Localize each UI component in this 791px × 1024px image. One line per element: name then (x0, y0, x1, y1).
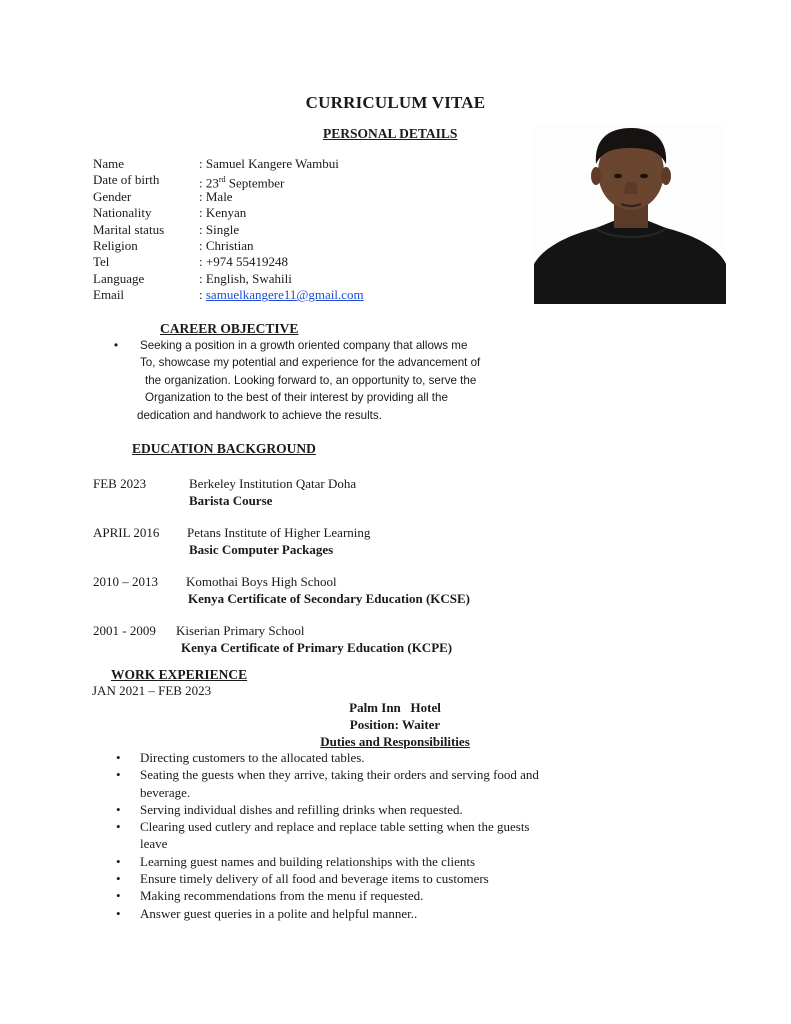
profile-photo (534, 124, 726, 304)
detail-label: Gender (93, 188, 132, 204)
document-title: CURRICULUM VITAE (305, 93, 486, 112)
detail-value: : English, Swahili (199, 270, 292, 286)
bullet: • (116, 819, 121, 835)
detail-row-gender (93, 189, 364, 205)
duties-heading: Duties and Responsibilities (320, 734, 470, 749)
detail-label: Date of birth (93, 172, 160, 188)
bullet: • (116, 871, 121, 887)
objective-line: Seeking a position in a growth oriented company that allows me (140, 339, 468, 352)
duties-list (114, 749, 544, 922)
duty-text: Answer guest queries in a polite and helpful manner.. (140, 905, 418, 921)
detail-label: Language (93, 270, 145, 286)
detail-value: : Male (199, 188, 233, 204)
detail-label: Name (93, 156, 125, 171)
detail-value: : Kenyan (199, 205, 247, 221)
career-objective-heading: CAREER OBJECTIVE (160, 321, 299, 336)
education-institution: Petans Institute of Higher Learning (187, 525, 371, 540)
bullet: • (116, 888, 121, 904)
list-item (114, 887, 544, 904)
detail-label: Email (93, 287, 125, 303)
personal-details (93, 156, 364, 304)
education-heading: EDUCATION BACKGROUND (132, 441, 316, 456)
employer-name: Palm Inn Hotel (349, 700, 441, 715)
bullet: • (116, 767, 121, 783)
detail-value: : 23rd September (199, 175, 285, 191)
list-item (114, 818, 544, 853)
list-item (114, 853, 544, 870)
objective-line: dedication and handwork to achieve the results. (137, 408, 382, 422)
work-experience-heading: WORK EXPERIENCE (111, 667, 248, 682)
detail-row-name (93, 156, 364, 172)
bullet: • (116, 801, 121, 817)
ordinal-suffix: rd (218, 175, 226, 185)
education-date: 2001 - 2009 (93, 623, 156, 638)
duty-text: Directing customers to the allocated tables. (140, 750, 365, 765)
duty-text: Serving individual dishes and refilling drinks when requested. (140, 801, 463, 817)
detail-label: Religion (93, 237, 138, 253)
education-institution: Komothai Boys High School (186, 574, 337, 589)
education-qualification: Basic Computer Packages (189, 542, 334, 557)
detail-value: : Christian (199, 237, 254, 253)
email-prefix: : (199, 287, 206, 303)
education-date: FEB 2023 (93, 476, 147, 491)
portrait-image (534, 124, 726, 304)
education-institution: Kiserian Primary School (176, 623, 305, 638)
education-qualification: Barista Course (189, 493, 273, 508)
detail-value: : Single (199, 221, 240, 237)
duty-text: Clearing used cutlery and replace and replace table setting when the guests leave (140, 819, 530, 852)
list-item (114, 870, 544, 887)
detail-row-dob (93, 172, 364, 191)
detail-label: Nationality (93, 205, 152, 221)
detail-value: : +974 55419248 (199, 254, 288, 270)
education-qualification: Kenya Certificate of Primary Education (KCPE) (181, 640, 453, 655)
detail-row-marital-status (93, 222, 364, 238)
bullet: • (116, 853, 121, 869)
objective-line: Organization to the best of their interest by providing all the (145, 391, 448, 405)
detail-row-tel (93, 254, 364, 270)
bullet: • (116, 905, 121, 921)
work-dates: JAN 2021 – FEB 2023 (92, 683, 212, 698)
list-item (114, 801, 544, 818)
list-item (114, 905, 544, 922)
objective-line: To, showcase my potential and experience for the advancement of (140, 356, 481, 370)
detail-row-email (93, 287, 364, 303)
detail-label: Marital status (93, 221, 165, 237)
detail-value: : Samuel Kangere Wambui (199, 156, 339, 171)
education-date: APRIL 2016 (93, 525, 160, 540)
education-date: 2010 – 2013 (93, 574, 158, 589)
duty-text: Making recommendations from the menu if requested. (140, 888, 424, 904)
detail-value (199, 287, 364, 303)
personal-details-heading: PERSONAL DETAILS (323, 126, 458, 141)
duty-text: Learning guest names and building relationships with the clients (140, 853, 476, 869)
position-title: Position: Waiter (349, 717, 441, 732)
detail-row-language (93, 271, 364, 287)
education-institution: Berkeley Institution Qatar Doha (189, 476, 357, 491)
bullet: • (114, 339, 119, 352)
education-qualification: Kenya Certificate of Secondary Education (KCSE) (188, 591, 471, 606)
detail-label: Tel (93, 254, 110, 270)
detail-row-religion (93, 238, 364, 254)
bullet: • (116, 750, 121, 765)
list-item (114, 766, 544, 801)
email-link[interactable]: samuelkangere11@gmail.com (205, 287, 364, 303)
duty-text: Ensure timely delivery of all food and beverage items to customers (140, 871, 489, 887)
detail-row-nationality (93, 205, 364, 221)
career-objective-text (114, 337, 534, 424)
duty-text: Seating the guests when they arrive, taking their orders and serving food and beverage. (140, 767, 539, 800)
objective-line: the organization. Looking forward to, an opportunity to, serve the (145, 373, 477, 387)
list-item (114, 749, 544, 766)
